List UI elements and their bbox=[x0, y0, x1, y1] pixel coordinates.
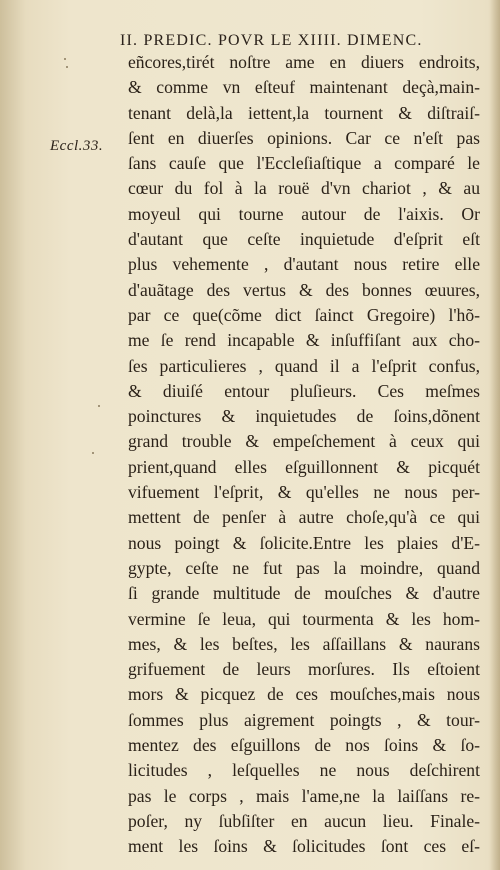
text-line: ſes particulieres , quand il a l'eſprit confus, bbox=[128, 355, 480, 376]
text-line: eñcores,tirét noſtre ame en diuers endroits, bbox=[128, 52, 480, 72]
body-text bbox=[128, 50, 480, 860]
text-line: me ſe rend incapable & inſuffiſant aux cho- bbox=[128, 330, 480, 351]
text-line: d'auãtage des vertus & des bonnes œuures, bbox=[128, 279, 480, 300]
text-line: tenant delà,la iettent,la tournent & diſtraiſ- bbox=[128, 102, 480, 123]
text-line: moyeul qui tourne autour de l'aixis. Or bbox=[128, 203, 480, 224]
paper-speck bbox=[92, 452, 94, 454]
text-line: pas le corps , mais l'ame,ne la laiſſans re- bbox=[128, 785, 480, 806]
text-line: ſent en diuerſes opinions. Car ce n'eſt pas bbox=[128, 127, 480, 148]
text-line: ſans cauſe que l'Eccleſiaſtique a comparé le bbox=[128, 153, 480, 174]
margin-note: Eccl.33. bbox=[50, 138, 104, 154]
text-line: ment les ſoins & ſolicitudes ſont ces eſ- bbox=[128, 836, 480, 857]
text-line: mettent de penſer à autre choſe,qu'à ce qui bbox=[128, 507, 480, 528]
paper-speck bbox=[64, 58, 66, 60]
text-line: mes, & les beſtes, les aſſaillans & naurans bbox=[128, 633, 480, 654]
text-line: & comme vn eſteuf maintenant deçà,main- bbox=[128, 77, 480, 98]
text-line: ſommes plus aigrement poingts , & tour- bbox=[128, 709, 480, 730]
text-line: grifuement de leurs morſures. Ils eſtoient bbox=[128, 659, 480, 680]
text-line: d'autant que ceſte inquietude d'eſprit eſt bbox=[128, 229, 480, 250]
page-edge-shadow bbox=[490, 0, 500, 870]
paper-speck bbox=[66, 66, 68, 68]
text-line: ſi grande multitude de mouſches & d'autre bbox=[128, 583, 480, 604]
text-line: vermine ſe leua, qui tourmenta & les hom- bbox=[128, 608, 480, 629]
text-line: plus vehemente , d'autant nous retire elle bbox=[128, 254, 480, 275]
text-line: & diuiſé entour pluſieurs. Ces meſmes bbox=[128, 380, 480, 401]
text-line: mors & picquez de ces mouſches,mais nous bbox=[128, 684, 480, 705]
text-line: poſer, ny ſubſiſter en aucun lieu. Finale- bbox=[128, 810, 480, 831]
text-line: vifuement l'eſprit, & qu'elles ne nous per- bbox=[128, 482, 480, 503]
text-line: grand trouble & empeſchement à ceux qui bbox=[128, 431, 480, 452]
text-line: prient,quand elles eſguillonnent & picquét bbox=[128, 456, 480, 477]
paper-speck bbox=[98, 405, 100, 407]
text-line: mentez des eſguillons de nos ſoins & ſo- bbox=[128, 735, 480, 756]
text-line: cœur du fol à la rouë d'vn chariot , & au bbox=[128, 178, 480, 199]
text-line: licitudes , leſquelles ne nous deſchirent bbox=[128, 760, 480, 781]
text-line: gypte, ceſte ne fut pas la moindre, quand bbox=[128, 557, 480, 578]
running-header: II. PREDIC. POVR LE XIIII. DIMENC. bbox=[120, 32, 423, 49]
text-line: nous poingt & ſolicite.Entre les plaies d'E- bbox=[128, 532, 480, 553]
text-line: par ce que(cõme dict ſainct Gregoire) l'hõ- bbox=[128, 304, 480, 325]
text-line: poinctures & inquietudes de ſoins,dõnent bbox=[128, 406, 480, 427]
